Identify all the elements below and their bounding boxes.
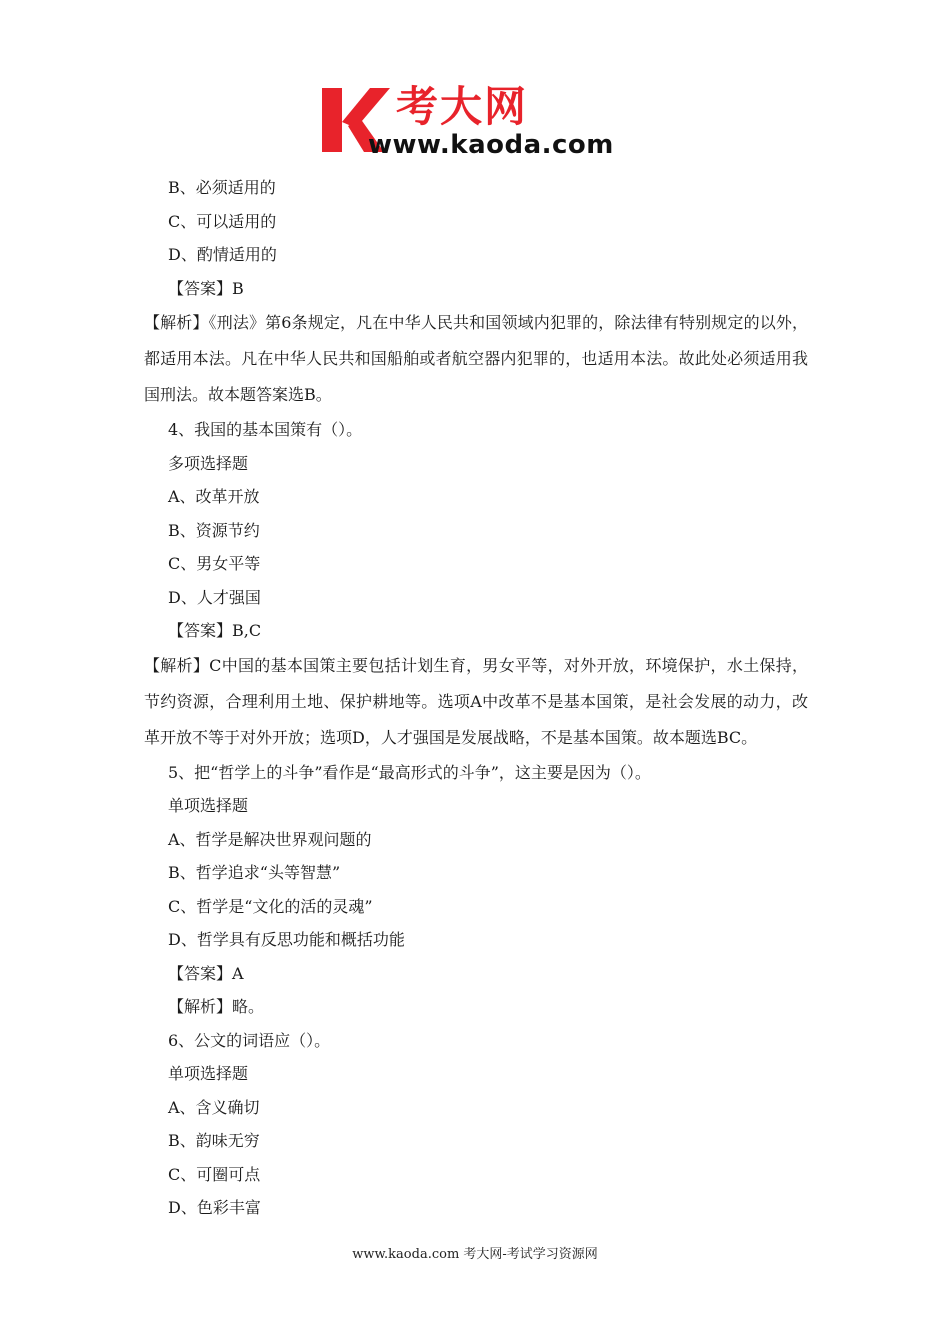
q3-answer: 【答案】B — [168, 278, 244, 298]
logo-url-text: www.kaoda.com — [368, 130, 614, 160]
q6-title: 6、公文的词语应（）。 — [168, 1030, 331, 1050]
q4-option-d: D、人才强国 — [168, 587, 261, 607]
q6-type: 单项选择题 — [168, 1064, 249, 1083]
q5-title: 5、把“哲学上的斗争”看作是“最高形式的斗争”，这主要是因为（）。 — [168, 762, 651, 782]
q5-analysis: 【解析】略。 — [168, 997, 265, 1016]
q4-option-c: C、男女平等 — [168, 554, 261, 573]
q6-option-d: D、色彩丰富 — [168, 1198, 261, 1217]
page-footer: www.kaoda.com 考大网-考试学习资源网 — [352, 1247, 598, 1262]
q6-option-c: C、可圈可点 — [168, 1164, 261, 1184]
q4-option-b: B、资源节约 — [168, 520, 260, 540]
q4-title: 4、我国的基本国策有（）。 — [168, 420, 363, 439]
q4-analysis: 【解析】C中国的基本国策主要包括计划生育，男女平等，对外开放，环境保护，水土保持，节约资源，合理利用土地、保护耕地等。选项A中改革不是基本国策，是社会发展的动力，改革开放不等于对外开放；选项D，人才强国是发展战略，不是基本国策。故本题选BC。 — [144, 655, 808, 747]
q3-option-c: C、可以适用的 — [168, 211, 277, 231]
q5-option-d: D、哲学具有反思功能和概括功能 — [168, 930, 405, 949]
q3-option-d: D、酌情适用的 — [168, 245, 277, 264]
q5-option-b: B、哲学追求“头等智慧” — [168, 863, 341, 882]
document-body — [144, 171, 808, 1225]
kaoda-logo — [318, 82, 640, 160]
logo-brand-text: 考大网 — [396, 82, 529, 131]
q3-option-b: B、必须适用的 — [168, 178, 276, 197]
q6-option-a: A、含义确切 — [168, 1097, 260, 1117]
q4-answer: 【答案】B,C — [168, 621, 262, 640]
q5-option-c: C、哲学是“文化的活的灵魂” — [168, 896, 373, 916]
q3-analysis: 【解析】《刑法》第6条规定，凡在中华人民共和国领域内犯罪的，除法律有特别规定的以外，都适用本法。凡在中华人民共和国船舶或者航空器内犯罪的，也适用本法。故此处必须适用我国刑法。故本题答案选B。 — [144, 313, 808, 404]
q4-type: 多项选择题 — [168, 453, 249, 473]
q5-type: 单项选择题 — [168, 796, 249, 815]
q6-option-b: B、韵味无穷 — [168, 1131, 260, 1150]
q5-answer: 【答案】A — [168, 963, 244, 983]
q4-option-a: A、改革开放 — [168, 487, 260, 506]
q5-option-a: A、哲学是解决世界观问题的 — [168, 829, 372, 849]
